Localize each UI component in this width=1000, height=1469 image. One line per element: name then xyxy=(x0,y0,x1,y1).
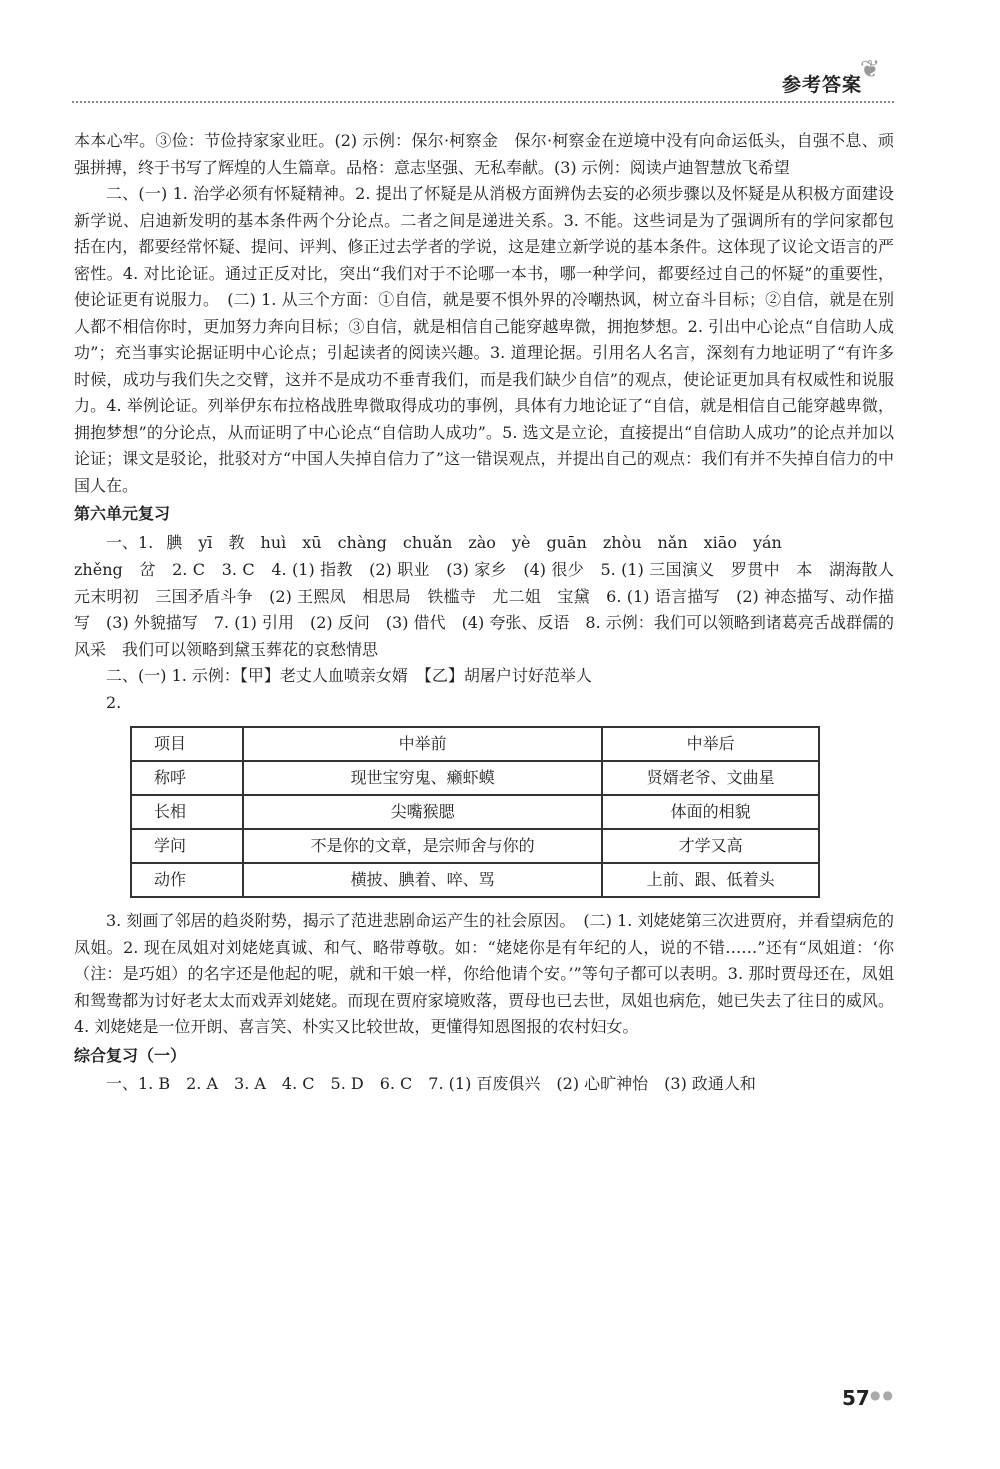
table-header-cell: 中举前 xyxy=(243,727,602,761)
pinyin-line: 一、1. 腆 yī 教 huì xū chàng chuǎn zào yè guān zhòu nǎn xiāo yán xyxy=(106,533,782,552)
paragraph-3: zhěng 岔 2. C 3. C 4. (1) 指教 (2) 职业 (3) 家乡 (4) 很少 5. (1) 三国演义 罗贯中 本 湖海散人 元末明初 三国矛盾斗争 (2) 王熙凤 相思局 铁槛寺 尤二姐 宝黛 6. (1) 语言描写 (2) 神态描写、动作描写 (3) 外貌描写 7. (1) 引用 (2) 反问 (3) 借代 (4) 夸张、反语 8. 示例：我们可以领略到诸葛亮舌战群儒的风采 我们可以领略到黛玉葬花的哀愁情思 xyxy=(74,560,911,659)
section-heading-comprehensive: 综合复习（一） xyxy=(74,1045,187,1065)
table-cell: 学问 xyxy=(131,829,243,863)
page-number: 57 xyxy=(842,1386,870,1410)
table-cell: 现世宝穷鬼、癞虾蟆 xyxy=(243,761,602,795)
paragraph-2: 二、(一) 1. 治学必须有怀疑精神。2. 提出了怀疑是从消极方面辨伪去妄的必须步骤以及怀疑是从积极方面建设新学说、启迪新发明的基本条件两个分论点。二者之间是递进关系。3. 不能。这些词是为了强调所有的学问家都包括在内，都要经常怀疑、提问、评判、修正过去学者的学说，这是建立新学说的基本条件。这体现了议论文语言的严密性。4. 对比论证。通过正反对比，突出“我们对于不论哪一本书，哪一种学问，都要经过自己的怀疑”的重要性，使论证更有说服力。 (二) 1. 从三个方面：①自信，就是要不惧外界的冷嘲热讽，树立奋斗目标；②自信，就是在别人都不相信你时，更加努力奔向目标；③自信，就是相信自己能穿越卑微，拥抱梦想。2. 引出中心论点“自信助人成功”；充当事实论据证明中心论点；引起读者的阅读兴趣。3. 道理论据。引用名人名言，深刻有力地证明了“有许多时候，成功与我们失之交臂，这并不是成功不垂青我们，而是我们缺少自信”的观点，使论证更加具有权威性和说服力。4. 举例论证。列举伊东布拉格战胜卑微取得成功的事例，具体有力地论证了“自信，就是相信自己能穿越卑微，拥抱梦想”的分论点，从而证明了中心论点“自信助人成功”。5. 选文是立论，直接提出“自信助人成功”的论点并加以论证；课文是驳论，批驳对方“中国人失掉自信力了”这一错误观点，并提出自己的观点：我们有并不失掉自信力的中国人在。 xyxy=(74,184,894,495)
table-header-row xyxy=(131,727,819,761)
table-cell: 才学又高 xyxy=(602,829,819,863)
table-cell: 上前、跟、低着头 xyxy=(602,863,819,897)
paragraph-4: 二、(一) 1. 示例：【甲】老丈人血喷亲女婿 【乙】胡屠户讨好范举人 xyxy=(106,666,592,685)
header-leaf-ornament-icon: ❦ xyxy=(859,55,881,83)
table-cell: 体面的相貌 xyxy=(602,795,819,829)
table-cell: 不是你的文章，是宗师舍与你的 xyxy=(243,829,602,863)
table-row xyxy=(131,863,819,897)
table-header-cell: 中举后 xyxy=(602,727,819,761)
table-intro: 2. xyxy=(106,692,122,712)
table-row xyxy=(131,761,819,795)
table-row xyxy=(131,795,819,829)
table-cell: 长相 xyxy=(131,795,243,829)
table-cell: 动作 xyxy=(131,863,243,897)
table-cell: 横披、腆着、啐、骂 xyxy=(243,863,602,897)
table-header-cell: 项目 xyxy=(131,727,243,761)
header-title: 参考答案 xyxy=(781,74,862,96)
answer-content xyxy=(74,128,911,1097)
paragraph-6: 一、1. B 2. A 3. A 4. C 5. D 6. C 7. (1) 百废俱兴 (2) 心旷神怡 (3) 政通人和 xyxy=(106,1073,756,1093)
paragraph-5: 3. 刻画了邻居的趋炎附势，揭示了范进悲剧命运产生的社会原因。 (二) 1. 刘姥姥第三次进贾府，并看望病危的凤姐。2. 现在凤姐对刘姥姥真诚、和气、略带尊敬。如：“姥姥你是有年纪的人，说的不错……”还有“凤姐道：‘你（注：是巧姐）的名字还是他起的呢，就和干娘一样，你给他请个安。’”等句子都可以表明。3. 那时贾母还在，凤姐和鸳鸯都为讨好老太太而戏弄刘姥姥。而现在贾府家境败落，贾母也已去世，凤姐也病危，她已失去了往日的威风。4. 刘姥姥是一位开朗、喜言笑、朴实又比较世故，更懂得知恩图报的农村妇女。 xyxy=(74,911,894,1036)
page-number-ornament-icon: ●● xyxy=(870,1388,895,1402)
table-cell: 尖嘴猴腮 xyxy=(243,795,602,829)
table-cell: 称呼 xyxy=(131,761,243,795)
header-divider xyxy=(72,101,894,103)
table-cell: 贤婿老爷、文曲星 xyxy=(602,761,819,795)
section-heading-unit6: 第六单元复习 xyxy=(74,504,171,523)
table-row xyxy=(131,829,819,863)
comparison-table xyxy=(130,726,820,898)
paragraph-1: 本本心牢。③俭：节俭持家家业旺。(2) 示例：保尔·柯察金 保尔·柯察金在逆境中没有向命运低头，自强不息、顽强拼搏，终于书写了辉煌的人生篇章。品格：意志坚强、无私奉献。(3) 示例：阅读卢迪智慧放飞希望 xyxy=(74,131,894,177)
